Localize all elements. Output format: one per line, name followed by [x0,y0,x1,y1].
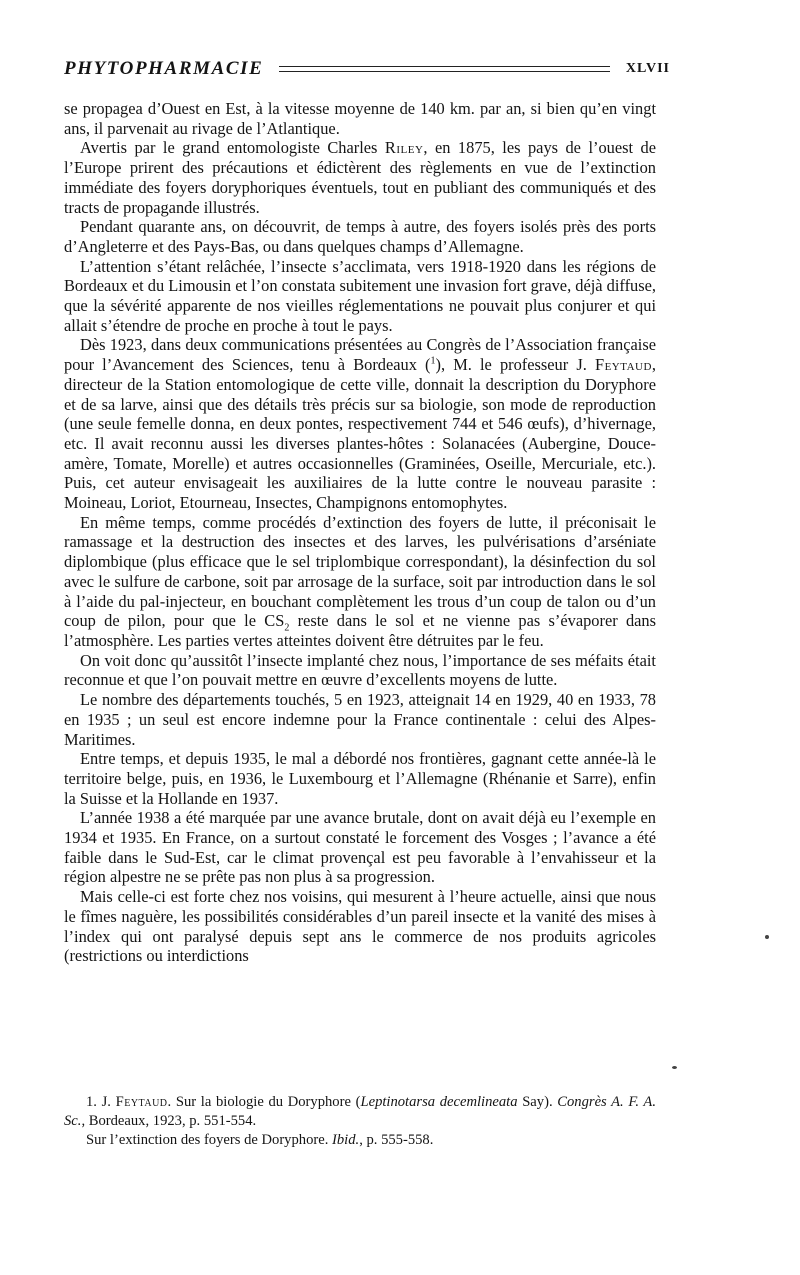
paragraph [64,887,656,966]
text-run: Mais celle-ci est forte chez nos voisins, qui mesurent à l’heure actuelle, ainsi que nous le fîmes naguère, les possibilités considérables d’un pareil insecte et la vanité des mises à l’index qui ont paralysé depuis sept ans le commerce de nos produits agricoles (restrictions ou interdictions [64,887,656,966]
text-run: . Sur la biologie du Doryphore ( [167,1094,361,1110]
paragraph [64,217,656,256]
text-run: L’attention s’étant relâchée, l’insecte s’acclimata, vers 1918-1920 dans les régions de Bordeaux et du Limousin et l’on constata subitement une invasion fort grave, déjà diffuse, que la sévérité apparente de nos vieilles réglementations ne pouvait plus conjurer et qui allait s’étendre de proche en proche à tout le pays. [64,256,656,335]
paragraph [64,749,656,808]
author-name: Riley [384,138,424,158]
text-run: 1. J. [86,1094,116,1110]
italic-text: Congrès A. F. A. Sc. [64,1094,656,1129]
paragraph [64,257,656,336]
italic-text: Ibid. [332,1132,360,1148]
text-run: Avertis par le grand entomologiste Charles [80,138,385,158]
body-text [64,99,656,966]
page-number: XLVII [625,61,670,76]
header-rule [279,66,609,72]
author-name: Feytaud [115,1094,168,1110]
text-run: , directeur de la Station entomologique de cette ville, donnait la description du Doryphore et de sa larve, ainsi que des détails très précis sur sa biologie, son mode de reproduction (une seule femelle donna, en deux pontes, respectivement 744 et 546 œufs), d’hivernage, etc. Il avait reconnu aussi les diverses plantes-hôtes : Solanacées (Aubergine, Douce-amère, Tomate, Morelle) et autres occasionnelles (Graminées, Oseille, Mercuriale, etc.). Puis, cet auteur envisageait les auxiliaires de la lutte contre le nouveau parasite : Moineau, Loriot, Etourneau, Insectes, Champignons entomophytes. [64,355,657,513]
text-run: , p. 555-558. [359,1132,434,1148]
footnote-marker: 1 [430,355,436,367]
subscript: 2 [284,622,290,634]
italic-text: Leptinotarsa decemlineata [360,1094,518,1110]
text-run: Pendant quarante ans, on découvrit, de temps à autre, des foyers isolés près des ports d’Angleterre et des Pays-Bas, ou dans quelques champs d’Allemagne. [64,217,656,256]
text-run: , Bordeaux, 1923, p. 551-554. [81,1113,257,1129]
paragraph [64,99,656,138]
text-run: L’année 1938 a été marquée par une avance brutale, dont on avait déjà eu l’exemple en 1934 et 1935. En France, on a surtout constaté le forcement des Vosges ; l’avance a été faible dans le Sud-Est, car le climat provençal est peu favorable à l’envahisseur et la région alpestre ne se prête pas non plus à sa progression. [64,808,656,887]
text-run: ), M. le professeur J. [435,355,595,375]
text-run: Sur l’extinction des foyers de Doryphore. [86,1132,333,1148]
scan-smudge [765,935,769,939]
text-run: On voit donc qu’aussitôt l’insecte implanté chez nous, l’importance de ses méfaits était reconnue et que l’on pouvait mettre en œuvre d’excellents moyens de lutte. [64,650,656,690]
text-run: Say). [517,1094,558,1110]
paragraph [64,808,656,887]
paragraph [64,690,656,749]
text-run: , en 1875, les pays de l’ouest de l’Europe prirent des précautions et édictèrent des règlements en vue de l’extinction immédiate des foyers doryphoriques éventuels, tout en publiant des communiqués et des tracts de propagande illustrés. [64,138,656,217]
paragraph [64,651,656,690]
text-run: Dès 1923, dans deux communications présentées au Congrès de l’Association française pour l’Avancement des Sciences, tenu à Bordeaux ( [64,335,656,375]
scan-smudge [672,1066,677,1069]
text-run: Entre temps, et depuis 1935, le mal a débordé nos frontières, gagnant cette année-là le territoire belge, puis, en 1936, le Luxembourg et l’Allemagne (Rhénanie et Sarre), enfin la Suisse et la Hollande en 1937. [64,749,656,808]
text-run: reste dans le sol et ne vienne pas s’évaporer dans l’atmosphère. Les parties vertes atteintes doivent être détruites par le feu. [64,611,657,650]
text-run: En même temps, comme procédés d’extinction des foyers de lutte, il préconisait le ramassage et la destruction des insectes et des larves, les pulvérisations d’arséniate diplombique (plus efficace que le sel triplombique correspondant), la désinfection du sol avec le sulfure de carbone, soit par arrosage de la surface, soit par introduction dans le sol à l’aide du pal-injecteur, en bouchant complètement les trous d’un coup de talon ou d’un coup de pilon, pour que le CS [64,512,656,631]
footnotes [64,1093,656,1150]
paragraph [64,138,656,217]
running-header [64,54,670,84]
footnote [64,1093,656,1131]
paragraph [64,513,656,651]
running-title: PHYTOPHARMACIE [64,58,264,79]
footnote [64,1131,656,1150]
text-run: Le nombre des départements touchés, 5 en 1923, atteignait 14 en 1929, 40 en 1933, 78 en 1935 ; un seul est encore indemne pour la France continentale : celui des Alpes-Maritimes. [64,690,656,749]
author-name: Feytaud [594,355,652,375]
text-run: se propagea d’Ouest en Est, à la vitesse moyenne de 140 km. par an, si bien qu’en vingt ans, il parvenait au rivage de l’Atlantique. [64,99,656,138]
paragraph [64,335,656,512]
